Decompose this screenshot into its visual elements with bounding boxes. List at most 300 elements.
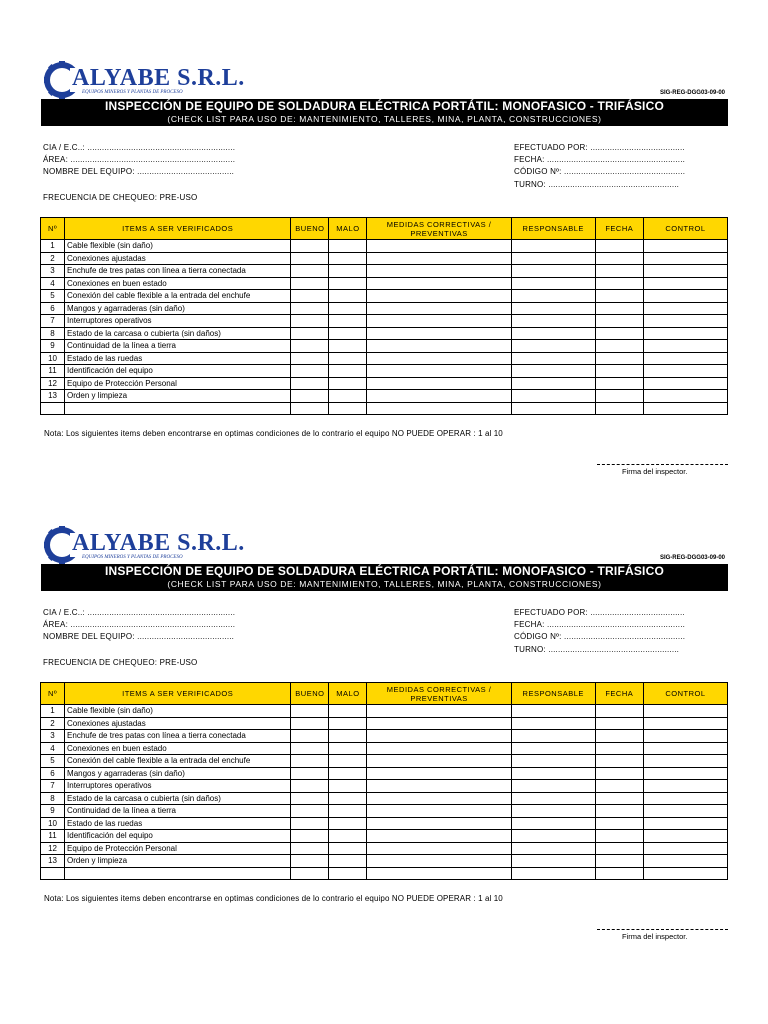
item-label: Conexiones en buen estado [65,742,291,755]
corrective-measures-cell[interactable] [367,717,511,730]
bueno-cell[interactable] [291,252,329,265]
table-row [41,290,728,303]
table-row [41,817,728,830]
date-cell[interactable] [595,705,643,718]
row-number: 11 [41,830,65,843]
row-number: 9 [41,805,65,818]
bueno-cell[interactable] [291,315,329,328]
title-bar [41,564,728,591]
control-cell[interactable] [643,340,727,353]
bueno-cell[interactable] [291,402,329,415]
corrective-measures-cell[interactable] [367,377,511,390]
date-cell[interactable] [595,352,643,365]
table-row [41,402,728,415]
table-row [41,855,728,868]
responsible-cell[interactable] [511,830,595,843]
date-field[interactable]: FECHA: ......................................................... [514,620,686,629]
bueno-cell[interactable] [291,780,329,793]
row-number: 2 [41,252,65,265]
corrective-measures-cell[interactable] [367,390,511,403]
item-label: Identificación del equipo [65,365,291,378]
date-cell[interactable] [595,867,643,880]
corrective-measures-cell[interactable] [367,252,511,265]
column-header: MEDIDAS CORRECTIVAS / PREVENTIVAS [367,683,511,705]
responsible-cell[interactable] [511,767,595,780]
bueno-cell[interactable] [291,290,329,303]
table-row [41,792,728,805]
column-header: RESPONSABLE [511,683,595,705]
corrective-measures-cell[interactable] [367,402,511,415]
company-tagline: EQUIPOS MINEROS Y PLANTAS DE PROCESO [82,90,183,95]
responsible-cell[interactable] [511,780,595,793]
item-label: Conexiones en buen estado [65,277,291,290]
malo-cell[interactable] [329,855,367,868]
item-label: Cable flexible (sin daño) [65,240,291,253]
item-label: Estado de la carcasa o cubierta (sin daños) [65,327,291,340]
corrective-measures-cell[interactable] [367,365,511,378]
responsible-cell[interactable] [511,717,595,730]
date-cell[interactable] [595,402,643,415]
corrective-measures-cell[interactable] [367,842,511,855]
table-row [41,390,728,403]
corrective-measures-cell[interactable] [367,277,511,290]
responsible-cell[interactable] [511,792,595,805]
malo-cell[interactable] [329,377,367,390]
corrective-measures-cell[interactable] [367,830,511,843]
item-label: Conexiones ajustadas [65,252,291,265]
date-cell[interactable] [595,855,643,868]
item-label: Equipo de Protección Personal [65,377,291,390]
row-number: 8 [41,327,65,340]
bueno-cell[interactable] [291,265,329,278]
title-bar [41,99,728,126]
item-label: Continuidad de la línea a tierra [65,340,291,353]
control-cell[interactable] [643,365,727,378]
equipment-name-field[interactable]: NOMBRE DEL EQUIPO: ........................................ [43,167,235,176]
malo-cell[interactable] [329,792,367,805]
bueno-cell[interactable] [291,327,329,340]
row-number: 12 [41,842,65,855]
control-cell[interactable] [643,817,727,830]
cia-field[interactable]: CIA / E.C..: ............................................................. [43,608,236,617]
malo-cell[interactable] [329,327,367,340]
responsible-cell[interactable] [511,730,595,743]
signature-line[interactable] [597,929,728,930]
date-cell[interactable] [595,340,643,353]
corrective-measures-cell[interactable] [367,792,511,805]
malo-cell[interactable] [329,767,367,780]
corrective-measures-cell[interactable] [367,805,511,818]
shift-field[interactable]: TURNO: ...................................................... [514,645,680,654]
shift-field[interactable]: TURNO: ...................................................... [514,180,680,189]
row-number: 10 [41,352,65,365]
date-cell[interactable] [595,767,643,780]
date-cell[interactable] [595,290,643,303]
control-cell[interactable] [643,867,727,880]
row-number: 6 [41,302,65,315]
corrective-measures-cell[interactable] [367,780,511,793]
malo-cell[interactable] [329,867,367,880]
control-cell[interactable] [643,315,727,328]
column-header: Nº [41,683,65,705]
malo-cell[interactable] [329,705,367,718]
responsible-cell[interactable] [511,817,595,830]
control-cell[interactable] [643,755,727,768]
column-header: RESPONSABLE [511,218,595,240]
column-header: MALO [329,218,367,240]
corrective-measures-cell[interactable] [367,327,511,340]
corrective-measures-cell[interactable] [367,867,511,880]
date-cell[interactable] [595,327,643,340]
malo-cell[interactable] [329,352,367,365]
item-label: Orden y limpieza [65,855,291,868]
control-cell[interactable] [643,302,727,315]
responsible-cell[interactable] [511,855,595,868]
control-cell[interactable] [643,290,727,303]
date-cell[interactable] [595,315,643,328]
date-cell[interactable] [595,842,643,855]
item-label: Cable flexible (sin daño) [65,705,291,718]
bueno-cell[interactable] [291,842,329,855]
control-cell[interactable] [643,717,727,730]
malo-cell[interactable] [329,290,367,303]
cia-field[interactable]: CIA / E.C..: ............................................................. [43,143,236,152]
item-label: Enchufe de tres patas con línea a tierra conectada [65,730,291,743]
date-cell[interactable] [595,830,643,843]
column-header: Nº [41,218,65,240]
row-number: 1 [41,240,65,253]
malo-cell[interactable] [329,717,367,730]
item-label: Conexión del cable flexible a la entrada del enchufe [65,755,291,768]
row-number: 9 [41,340,65,353]
inspection-form-top [0,0,768,480]
responsible-cell[interactable] [511,277,595,290]
table-row [41,842,728,855]
control-cell[interactable] [643,730,727,743]
responsible-cell[interactable] [511,842,595,855]
inspection-form-bottom [0,465,768,945]
checklist-table [40,217,728,415]
date-cell[interactable] [595,730,643,743]
item-label: Interruptores operativos [65,780,291,793]
item-label: Enchufe de tres patas con línea a tierra conectada [65,265,291,278]
bueno-cell[interactable] [291,792,329,805]
bueno-cell[interactable] [291,817,329,830]
row-number: 10 [41,817,65,830]
corrective-measures-cell[interactable] [367,767,511,780]
malo-cell[interactable] [329,365,367,378]
responsible-cell[interactable] [511,265,595,278]
row-number: 13 [41,855,65,868]
bueno-cell[interactable] [291,717,329,730]
code-field[interactable]: CÓDIGO Nº: .................................................. [514,167,686,176]
control-cell[interactable] [643,240,727,253]
date-cell[interactable] [595,240,643,253]
corrective-measures-cell[interactable] [367,705,511,718]
malo-cell[interactable] [329,742,367,755]
form-title: INSPECCIÓN DE EQUIPO DE SOLDADURA ELÉCTRICA PORTÁTIL: MONOFASICO - TRIFÁSICO [105,564,664,578]
company-logo [44,525,245,565]
date-cell[interactable] [595,277,643,290]
table-row [41,805,728,818]
responsible-cell[interactable] [511,315,595,328]
malo-cell[interactable] [329,240,367,253]
check-frequency-label: FRECUENCIA DE CHEQUEO: PRE-USO [43,193,198,202]
column-header: FECHA [595,218,643,240]
row-number: 7 [41,780,65,793]
malo-cell[interactable] [329,390,367,403]
corrective-measures-cell[interactable] [367,240,511,253]
responsible-cell[interactable] [511,302,595,315]
malo-cell[interactable] [329,277,367,290]
responsible-cell[interactable] [511,377,595,390]
responsible-cell[interactable] [511,805,595,818]
row-number [41,402,65,415]
item-label [65,867,291,880]
corrective-measures-cell[interactable] [367,855,511,868]
table-row [41,830,728,843]
responsible-cell[interactable] [511,390,595,403]
responsible-cell[interactable] [511,290,595,303]
control-cell[interactable] [643,377,727,390]
performed-by-field[interactable]: EFECTUADO POR: ....................................... [514,608,685,617]
signature-label: Firma del inspector. [622,467,688,476]
bueno-cell[interactable] [291,352,329,365]
control-cell[interactable] [643,792,727,805]
row-number: 3 [41,730,65,743]
malo-cell[interactable] [329,805,367,818]
performed-by-field[interactable]: EFECTUADO POR: ....................................... [514,143,685,152]
control-cell[interactable] [643,390,727,403]
date-cell[interactable] [595,792,643,805]
table-row [41,867,728,880]
check-frequency-label: FRECUENCIA DE CHEQUEO: PRE-USO [43,658,198,667]
row-number: 3 [41,265,65,278]
corrective-measures-cell[interactable] [367,755,511,768]
bueno-cell[interactable] [291,377,329,390]
row-number: 5 [41,290,65,303]
control-cell[interactable] [643,742,727,755]
date-cell[interactable] [595,302,643,315]
bueno-cell[interactable] [291,390,329,403]
responsible-cell[interactable] [511,340,595,353]
equipment-name-field[interactable]: NOMBRE DEL EQUIPO: ........................................ [43,632,235,641]
row-number [41,867,65,880]
column-header: ITEMS A SER VERIFICADOS [65,683,291,705]
control-cell[interactable] [643,277,727,290]
column-header: CONTROL [643,218,727,240]
checklist-table [40,682,728,880]
control-cell[interactable] [643,855,727,868]
date-cell[interactable] [595,377,643,390]
item-label: Conexión del cable flexible a la entrada del enchufe [65,290,291,303]
column-header: ITEMS A SER VERIFICADOS [65,218,291,240]
control-cell[interactable] [643,830,727,843]
control-cell[interactable] [643,842,727,855]
table-row [41,240,728,253]
table-row [41,252,728,265]
bueno-cell[interactable] [291,742,329,755]
date-cell[interactable] [595,717,643,730]
note-text: Nota: Los siguientes items deben encontrarse en optimas condiciones de lo contrario el equipo NO PUEDE OPERAR : 1 al 10 [44,894,503,903]
table-row [41,377,728,390]
malo-cell[interactable] [329,830,367,843]
malo-cell[interactable] [329,252,367,265]
document-code: SIG-REG-DGG03-09-00 [659,90,725,96]
malo-cell[interactable] [329,402,367,415]
column-header: FECHA [595,683,643,705]
bueno-cell[interactable] [291,302,329,315]
column-header: BUENO [291,683,329,705]
bueno-cell[interactable] [291,830,329,843]
control-cell[interactable] [643,327,727,340]
row-number: 7 [41,315,65,328]
malo-cell[interactable] [329,340,367,353]
bueno-cell[interactable] [291,867,329,880]
control-cell[interactable] [643,805,727,818]
table-row [41,365,728,378]
row-number: 4 [41,742,65,755]
area-field[interactable]: ÁREA: .................................................................... [43,620,236,629]
item-label: Continuidad de la línea a tierra [65,805,291,818]
bueno-cell[interactable] [291,365,329,378]
table-row [41,302,728,315]
bueno-cell[interactable] [291,755,329,768]
bueno-cell[interactable] [291,340,329,353]
control-cell[interactable] [643,352,727,365]
row-number: 5 [41,755,65,768]
corrective-measures-cell[interactable] [367,290,511,303]
corrective-measures-cell[interactable] [367,352,511,365]
item-label: Orden y limpieza [65,390,291,403]
control-cell[interactable] [643,780,727,793]
item-label: Mangos y agarraderas (sin daño) [65,302,291,315]
responsible-cell[interactable] [511,352,595,365]
row-number: 13 [41,390,65,403]
bueno-cell[interactable] [291,730,329,743]
malo-cell[interactable] [329,730,367,743]
company-logo [44,60,245,100]
item-label: Mangos y agarraderas (sin daño) [65,767,291,780]
company-name: ALYABE S.R.L. [72,65,245,91]
responsible-cell[interactable] [511,327,595,340]
control-cell[interactable] [643,767,727,780]
bueno-cell[interactable] [291,277,329,290]
table-header-row [41,683,728,705]
company-name: ALYABE S.R.L. [72,530,245,556]
item-label: Estado de las ruedas [65,817,291,830]
bueno-cell[interactable] [291,855,329,868]
malo-cell[interactable] [329,842,367,855]
responsible-cell[interactable] [511,867,595,880]
date-field[interactable]: FECHA: ......................................................... [514,155,686,164]
date-cell[interactable] [595,252,643,265]
table-row [41,755,728,768]
bueno-cell[interactable] [291,240,329,253]
item-label: Conexiones ajustadas [65,717,291,730]
date-cell[interactable] [595,365,643,378]
date-cell[interactable] [595,805,643,818]
table-row [41,315,728,328]
row-number: 11 [41,365,65,378]
bueno-cell[interactable] [291,805,329,818]
corrective-measures-cell[interactable] [367,302,511,315]
table-row [41,705,728,718]
column-header: MEDIDAS CORRECTIVAS / PREVENTIVAS [367,218,511,240]
item-label [65,402,291,415]
item-label: Estado de las ruedas [65,352,291,365]
column-header: CONTROL [643,683,727,705]
code-field[interactable]: CÓDIGO Nº: .................................................. [514,632,686,641]
row-number: 2 [41,717,65,730]
corrective-measures-cell[interactable] [367,817,511,830]
table-row [41,277,728,290]
date-cell[interactable] [595,755,643,768]
responsible-cell[interactable] [511,705,595,718]
malo-cell[interactable] [329,780,367,793]
form-subtitle: (CHECK LIST PARA USO DE: MANTENIMIENTO, TALLERES, MINA, PLANTA, CONSTRUCCIONES) [167,114,602,124]
table-row [41,767,728,780]
corrective-measures-cell[interactable] [367,742,511,755]
item-label: Equipo de Protección Personal [65,842,291,855]
responsible-cell[interactable] [511,365,595,378]
date-cell[interactable] [595,817,643,830]
control-cell[interactable] [643,252,727,265]
responsible-cell[interactable] [511,755,595,768]
malo-cell[interactable] [329,315,367,328]
table-header-row [41,218,728,240]
responsible-cell[interactable] [511,742,595,755]
responsible-cell[interactable] [511,402,595,415]
control-cell[interactable] [643,265,727,278]
company-tagline: EQUIPOS MINEROS Y PLANTAS DE PROCESO [82,555,183,560]
row-number: 4 [41,277,65,290]
responsible-cell[interactable] [511,240,595,253]
corrective-measures-cell[interactable] [367,265,511,278]
column-header: BUENO [291,218,329,240]
table-row [41,780,728,793]
malo-cell[interactable] [329,302,367,315]
form-subtitle: (CHECK LIST PARA USO DE: MANTENIMIENTO, TALLERES, MINA, PLANTA, CONSTRUCCIONES) [167,579,602,589]
bueno-cell[interactable] [291,767,329,780]
item-label: Identificación del equipo [65,830,291,843]
table-row [41,717,728,730]
table-row [41,352,728,365]
date-cell[interactable] [595,390,643,403]
date-cell[interactable] [595,265,643,278]
date-cell[interactable] [595,780,643,793]
malo-cell[interactable] [329,755,367,768]
control-cell[interactable] [643,402,727,415]
row-number: 12 [41,377,65,390]
table-row [41,742,728,755]
note-text: Nota: Los siguientes items deben encontrarse en optimas condiciones de lo contrario el equipo NO PUEDE OPERAR : 1 al 10 [44,429,503,438]
date-cell[interactable] [595,742,643,755]
bueno-cell[interactable] [291,705,329,718]
document-code: SIG-REG-DGG03-09-00 [659,555,725,561]
area-field[interactable]: ÁREA: .................................................................... [43,155,236,164]
malo-cell[interactable] [329,265,367,278]
malo-cell[interactable] [329,817,367,830]
responsible-cell[interactable] [511,252,595,265]
table-row [41,340,728,353]
item-label: Estado de la carcasa o cubierta (sin daños) [65,792,291,805]
corrective-measures-cell[interactable] [367,730,511,743]
control-cell[interactable] [643,705,727,718]
form-title: INSPECCIÓN DE EQUIPO DE SOLDADURA ELÉCTRICA PORTÁTIL: MONOFASICO - TRIFÁSICO [105,99,664,113]
corrective-measures-cell[interactable] [367,340,511,353]
corrective-measures-cell[interactable] [367,315,511,328]
